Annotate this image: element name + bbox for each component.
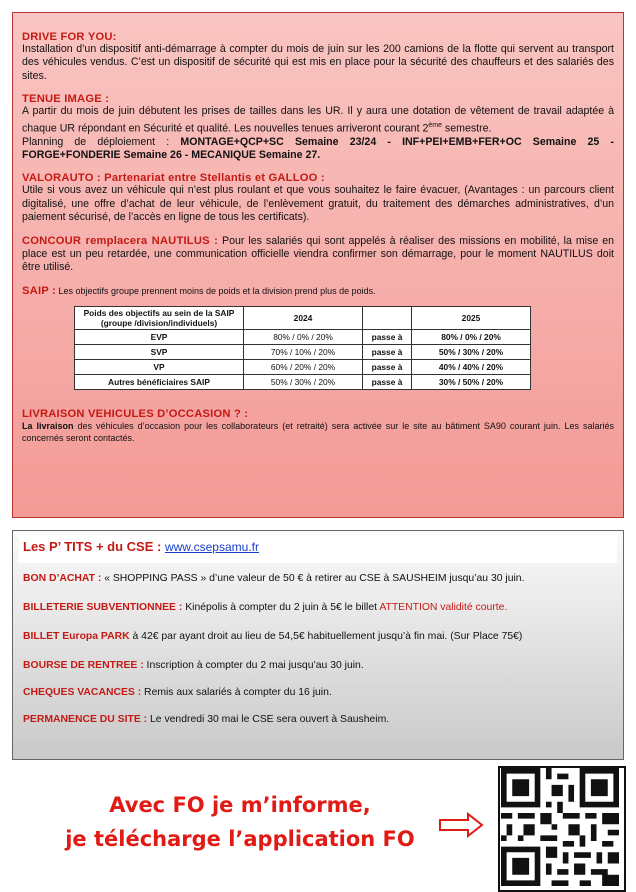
- item-extra: ATTENTION validité courte.: [379, 602, 508, 613]
- item-label: PERMANENCE DU SITE :: [23, 714, 148, 725]
- item-label: BILLET Europa PARK: [23, 631, 130, 642]
- item-label: BOURSE DE RENTREE :: [23, 660, 144, 671]
- livraison-title: LIVRAISON VEHICULES D’OCCASION ? :: [22, 408, 249, 421]
- saip-header-cell: 2024: [244, 307, 363, 330]
- list-item: [19, 602, 617, 613]
- cse-panel: [12, 530, 624, 760]
- saip-title: SAIP :: [22, 284, 56, 297]
- item-text: Kinépolis à compter du 2 juin à 5€ le billet: [182, 602, 380, 613]
- table-cell: 70% / 10% / 20%: [244, 345, 363, 360]
- valorauto-title: VALORAUTO : Partenariat entre Stellantis et GALLOO :: [22, 172, 325, 185]
- concour-section: [22, 235, 614, 275]
- tenue-text-a: A partir du mois de juin débutent les prises de tailles dans les UR. Il y aura une dotation de vêtement de travail adaptée à chaque UR répondant en Sécurité et qualité. Les nouvelles tenues arriveront courant 2: [22, 105, 614, 135]
- footer-line-1: Avec FO je m’informe,: [109, 793, 371, 817]
- list-item: [19, 687, 617, 698]
- table-cell: 80% / 0% / 20%: [244, 330, 363, 345]
- table-row: [75, 330, 531, 345]
- table-cell: VP: [75, 360, 244, 375]
- table-cell: SVP: [75, 345, 244, 360]
- table-cell: 80% / 0% / 20%: [412, 330, 531, 345]
- concour-text: Pour les salariés qui sont appelés à réaliser des missions en mobilité, la mise en place est un peu retardée, une communication officielle viendra confirmer son démarrage, pour le moment NAUTILUS doit être utilisé.: [22, 234, 614, 274]
- qr-code-graphic: [500, 768, 620, 886]
- tenue-section: [22, 93, 614, 162]
- table-cell: 60% / 20% / 20%: [244, 360, 363, 375]
- table-cell: passe à: [363, 345, 412, 360]
- table-cell: passe à: [363, 375, 412, 390]
- valorauto-section: [22, 172, 614, 224]
- item-label: BILLETERIE SUBVENTIONNEE :: [23, 602, 183, 613]
- tenue-text: [22, 105, 614, 162]
- concour-text-block: [22, 235, 614, 275]
- saip-section: [22, 285, 614, 390]
- saip-header-cell: 2025: [412, 307, 531, 330]
- list-item: [19, 714, 617, 725]
- item-text: à 42€ par ayant droit au lieu de 54,5€ habituellement jusqu’à fin mai. (Sur Place 75€): [129, 631, 523, 642]
- table-cell: 30% / 50% / 20%: [412, 375, 531, 390]
- planning-label: Planning de déploiement :: [22, 135, 181, 148]
- item-label: CHEQUES VACANCES :: [23, 687, 142, 698]
- livraison-text-bold: La livraison: [22, 421, 74, 432]
- item-text: Le vendredi 30 mai le CSE sera ouvert à Sausheim.: [147, 714, 390, 725]
- saip-text: Les objectifs groupe prennent moins de poids et la division prend plus de poids.: [55, 285, 376, 296]
- table-row: [75, 375, 531, 390]
- saip-table-header: [75, 307, 531, 330]
- table-cell: 40% / 40% / 20%: [412, 360, 531, 375]
- table-cell: 50% / 30% / 20%: [244, 375, 363, 390]
- table-cell: EVP: [75, 330, 244, 345]
- arrow-right-icon: [438, 812, 484, 838]
- tenue-text-b: semestre.: [441, 122, 492, 135]
- concour-title: CONCOUR remplacera NAUTILUS :: [22, 234, 219, 247]
- item-text: « SHOPPING PASS » d’une valeur de 50 € à retirer au CSE à SAUSHEIM jusqu’au 30 juin.: [101, 573, 525, 584]
- footer-slogan: [30, 788, 450, 856]
- livraison-text-block: [22, 420, 614, 444]
- table-row: [75, 360, 531, 375]
- cse-title: Les P’ TITS + du CSE :: [23, 539, 165, 554]
- table-cell: passe à: [363, 360, 412, 375]
- cse-header: [19, 535, 617, 563]
- saip-table: [74, 306, 531, 390]
- saip-header-cell: [363, 307, 412, 330]
- item-text: Inscription à compter du 2 mai jusqu’au 30 juin.: [143, 660, 364, 671]
- cse-link[interactable]: www.csepsamu.fr: [164, 540, 259, 554]
- tenue-title: TENUE IMAGE :: [22, 93, 110, 106]
- news-panel: [12, 12, 624, 518]
- livraison-text: des véhicules d’occasion pour les collaborateurs (et retraité) sera activée sur le site au bâtiment SA90 courant juin. Les salariés concernés seront contactés.: [22, 421, 614, 444]
- saip-line: [22, 285, 614, 298]
- item-label: BON D’ACHAT :: [23, 573, 102, 584]
- list-item: [19, 631, 617, 642]
- table-cell: passe à: [363, 330, 412, 345]
- tenue-sup: ème: [428, 121, 442, 129]
- livraison-section: [22, 408, 614, 444]
- drive-text: Installation d’un dispositif anti-démarrage à compter du mois de juin sur les 200 camions de la flotte qui servent au transport des véhicules vendus. C’est un dispositif de sécurité qui est mis en place pour la sécurité des chauffeurs et des salariés des sites.: [22, 43, 614, 82]
- drive-title: DRIVE FOR YOU:: [22, 31, 117, 43]
- list-item: [19, 573, 617, 584]
- saip-header-cell: Poids des objectifs au sein de la SAIP (groupe /division/individuels): [75, 307, 244, 330]
- planning-text: MONTAGE+QCP+SC Semaine 23/24 - INF+PEI+EMB+FER+OC Semaine 25 - FORGE+FONDERIE Semaine 26 - MECANIQUE Semaine 27.: [22, 135, 614, 161]
- table-cell: 50% / 30% / 20%: [412, 345, 531, 360]
- table-cell: Autres bénéficiaires SAIP: [75, 375, 244, 390]
- footer-line-2: je télécharge l’application FO: [65, 827, 415, 851]
- list-item: [19, 660, 617, 671]
- item-text: Remis aux salariés à compter du 16 juin.: [141, 687, 332, 698]
- drive-section: [22, 31, 614, 83]
- table-row: [75, 345, 531, 360]
- valorauto-text: Utile si vous avez un véhicule qui n’est plus roulant et que vous souhaitez le faire évacuer, (Avantages : un parcours client digitalisé, une offre d’achat de leur véhicule, de l’enlèvement gratuit, du traitement des démarches administratives, d’un paiement sécurisé, de l’accès en ligne de tous les certificats).: [22, 184, 614, 224]
- qr-code-icon[interactable]: [498, 766, 626, 892]
